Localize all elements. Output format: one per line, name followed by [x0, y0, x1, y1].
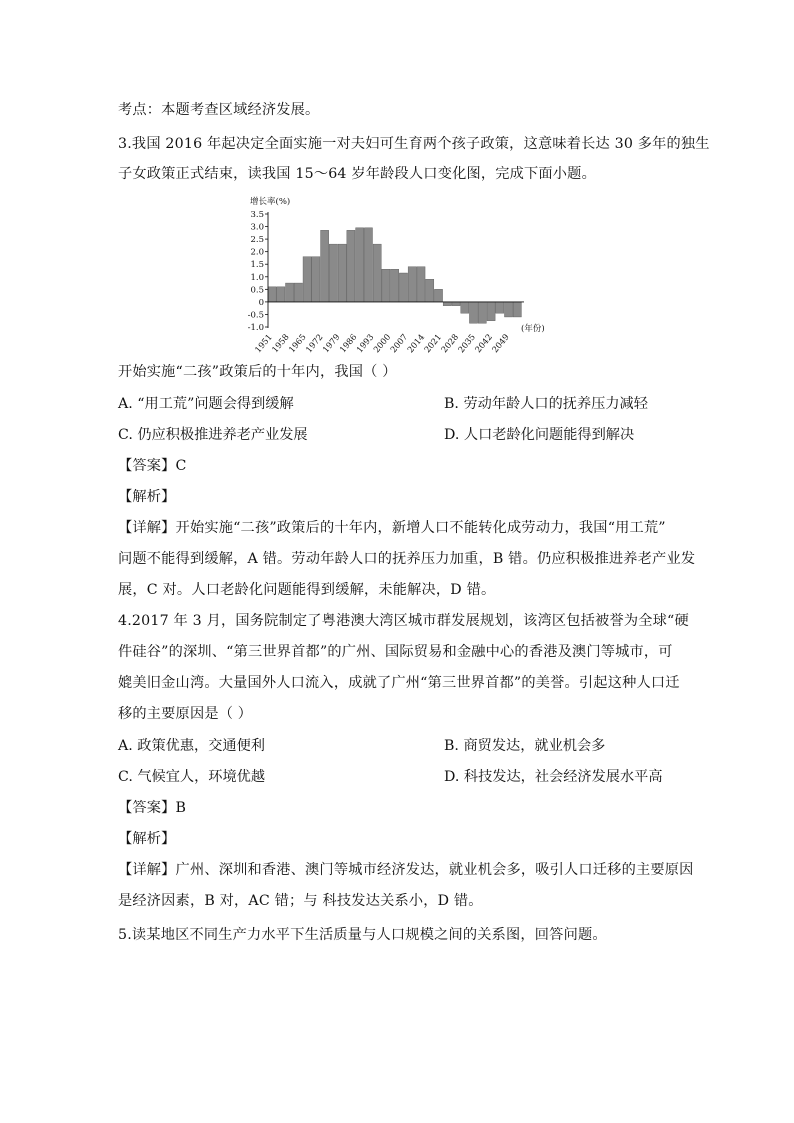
- q3-sub-question: 开始实施“二孩”政策后的十年内，我国（ ）: [118, 364, 397, 380]
- x-tick-label: 2021: [422, 331, 444, 355]
- x-tick-label: 1979: [320, 331, 342, 355]
- x-tick-label: 1965: [286, 331, 308, 355]
- x-tick-label: 2035: [455, 331, 478, 355]
- chart-bar: [321, 230, 329, 302]
- chart-bar: [294, 283, 302, 302]
- q3-option-c: C. 仍应积极推进养老产业发展: [118, 427, 308, 443]
- q4-stem-line-3: 媲美旧金山湾。大量国外人口流入，成就了广州“第三世界首都”的美誉。引起这种人口迁: [118, 675, 680, 691]
- x-tick-label: 1951: [252, 331, 274, 355]
- y-tick-label: 1.0: [250, 272, 264, 283]
- chart-bar: [356, 228, 364, 302]
- chart-bar: [496, 302, 504, 313]
- chart-bar: [469, 302, 477, 323]
- q3-option-b: B. 劳动年龄人口的抚养压力减轻: [444, 396, 648, 412]
- x-tick-label: 2014: [405, 331, 427, 355]
- q3-stem-line-2: 子女政策正式结束，读我国 15～64 岁年龄段人口变化图，完成下面小题。: [118, 166, 596, 182]
- q4-stem-line-4: 移的主要原因是（ ）: [118, 706, 253, 722]
- q3-detail-line-2: 问题不能得到缓解，A 错。劳动年龄人口的抚养压力加重，B 错。仍应积极推进养老产业发: [118, 551, 696, 567]
- q5-stem: 5.读某地区不同生产力水平下生活质量与人口规模之间的关系图，回答问题。: [118, 927, 607, 943]
- q4-answer: 【答案】B: [118, 800, 187, 816]
- q4-option-a: A. 政策优惠，交通便利: [118, 738, 265, 754]
- chart-bar: [373, 244, 381, 302]
- y-tick-label: 2.5: [250, 235, 264, 246]
- chart-bar: [426, 279, 434, 302]
- chart-bar: [452, 302, 460, 306]
- q3-option-a: A. “用工荒”问题会得到缓解: [118, 396, 294, 412]
- q4-option-d: D. 科技发达，社会经济发展水平高: [444, 769, 663, 785]
- x-tick-label: 1993: [354, 331, 376, 355]
- q4-detail-line-1: 【详解】广州、深圳和香港、澳门等城市经济发达，就业机会多，吸引人口迁移的主要原因: [118, 862, 694, 878]
- chart-bar: [303, 257, 311, 302]
- x-tick-label: 2000: [371, 331, 393, 355]
- chart-bar: [312, 257, 320, 302]
- chart-bar: [329, 244, 337, 302]
- q3-option-d: D. 人口老龄化问题能得到解决: [444, 427, 635, 443]
- chart-bar: [338, 244, 346, 302]
- chart-bar: [399, 273, 407, 302]
- q4-option-c: C. 气候宜人，环境优越: [118, 769, 266, 785]
- x-tick-label: 2049: [489, 331, 511, 355]
- chart-bar: [443, 302, 451, 306]
- y-tick-label: 3.0: [250, 222, 264, 233]
- y-tick-label: 3.5: [250, 210, 264, 220]
- y-tick-label: -1.0: [247, 323, 264, 333]
- kaodian-text: 考点：本题考查区域经济发展。: [118, 102, 320, 118]
- y-tick-label: -0.5: [247, 310, 264, 321]
- x-tick-label: 1986: [337, 331, 359, 355]
- chart-bar: [504, 302, 512, 317]
- q3-detail-line-3: 展，C 对。人口老龄化问题能得到缓解，未能解决，D 错。: [118, 582, 496, 598]
- q3-detail-line-1: 【详解】开始实施“二孩”政策后的十年内，新增人口不能转化成劳动力，我国“用工荒”: [118, 520, 666, 536]
- q4-option-b: B. 商贸发达，就业机会多: [444, 738, 606, 754]
- q4-stem-line-2: 件硅谷”的深圳、“第三世界首都”的广州、国际贸易和金融中心的香港及澳门等城市，可: [118, 644, 673, 660]
- y-axis-label: 增长率(%): [250, 197, 291, 207]
- chart-bar: [391, 269, 399, 302]
- x-tick-label: 2042: [472, 331, 495, 355]
- population-growth-chart: [240, 192, 545, 355]
- chart-bar: [487, 302, 495, 321]
- x-tick-label: 1972: [303, 331, 325, 355]
- chart-bar: [268, 287, 276, 302]
- x-tick-label: 2007: [388, 331, 410, 355]
- chart-bar: [277, 287, 285, 302]
- chart-bar: [478, 302, 486, 323]
- chart-bar: [434, 289, 442, 302]
- chart-bar: [461, 302, 469, 313]
- q4-detail-line-2: 是经济因素，B 对，AC 错；与 科技发达关系小，D 错。: [118, 893, 483, 909]
- x-axis-label: (年份): [521, 324, 545, 334]
- chart-bar: [513, 302, 521, 317]
- q3-jiexi-label: 【解析】: [118, 489, 176, 505]
- q3-stem-line-1: 3.我国 2016 年起决定全面实施一对夫妇可生育两个孩子政策，这意味着长达 30 多年的独生: [118, 136, 710, 152]
- q4-stem-line-1: 4.2017 年 3 月，国务院制定了粤港澳大湾区城市群发展规划，该湾区包括被誉为全球“硬: [118, 613, 689, 629]
- y-tick-label: 1.5: [250, 260, 264, 271]
- y-tick-label: 0.5: [250, 285, 264, 296]
- chart-bar: [408, 267, 416, 302]
- chart-bar: [382, 269, 390, 302]
- chart-bar: [286, 283, 294, 302]
- y-tick-label: 2.0: [250, 247, 264, 258]
- x-tick-label: 2028: [438, 331, 461, 355]
- chart-bar: [417, 267, 425, 302]
- chart-bar: [364, 228, 372, 302]
- y-tick-label: 0: [258, 297, 264, 308]
- x-tick-label: 1958: [269, 331, 291, 355]
- q4-jiexi-label: 【解析】: [118, 831, 176, 847]
- q3-answer: 【答案】C: [118, 458, 187, 474]
- chart-bar: [347, 230, 355, 302]
